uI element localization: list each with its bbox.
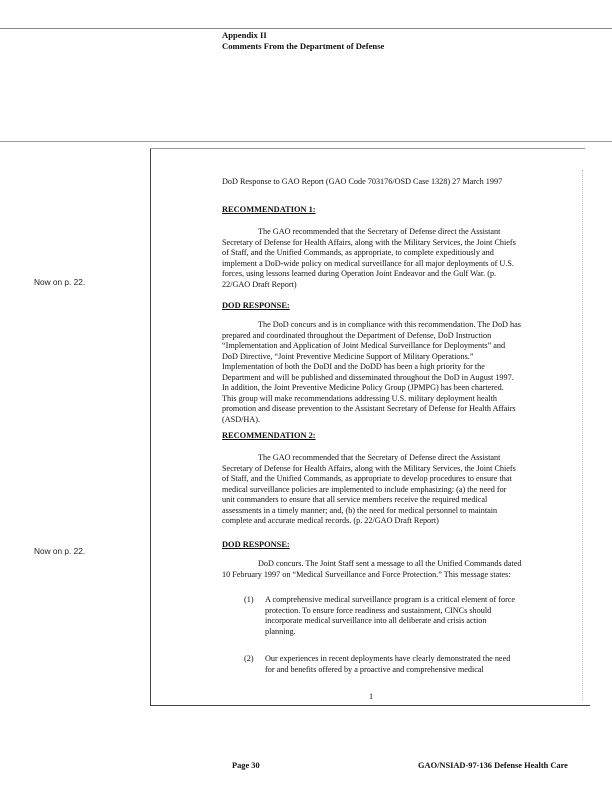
letter-top-border: [150, 148, 585, 149]
text-line: promotion and disease prevention to the Assistant Secretary of Defense for Health Affairs: [222, 404, 516, 413]
text-line: “Implementation and Application of Joint Medical Surveillance for Deployments” and: [222, 341, 506, 350]
text-line: for and benefits offered by a proactive and comprehensive medical: [265, 664, 484, 674]
letter-page-number: 1: [369, 692, 374, 701]
text-line: of Staff, and the Unified Commands, as appropriate to develop procedures to ensure that: [222, 474, 512, 483]
letter-left-border: [150, 148, 151, 706]
margin-note: Now on p. 22.: [34, 546, 86, 556]
text-line: protection. To ensure force readiness and sustainment, CINCs should: [265, 605, 492, 615]
text-line: The GAO recommended that the Secretary of Defense direct the Assistant: [258, 227, 501, 236]
text-line: A comprehensive medical surveillance program is a critical element of force: [265, 595, 516, 604]
text-line: In addition, the Joint Preventive Medicine Policy Group (JPMPG) has been chartered.: [222, 383, 504, 392]
text-line: Our experiences in recent deployments have clearly demonstrated the need: [265, 654, 511, 663]
resp2-heading: DOD RESPONSE:: [222, 540, 290, 549]
item-number: (2): [244, 654, 254, 663]
item-text: [265, 654, 510, 675]
text-line: DoD concurs. The Joint Staff sent a message to all the Unified Commands dated: [258, 559, 522, 568]
text-line: 22/GAO Draft Report): [222, 279, 297, 289]
text-line: unit commanders to ensure that all service members receive the required medical: [222, 495, 488, 504]
footer-page: Page 30: [232, 761, 260, 770]
letter-right-edge: [582, 170, 584, 700]
letter-bottom-border: [150, 705, 590, 706]
text-line: Secretary of Defense for Health Affairs, along with the Military Services, the Joint Chiefs: [222, 237, 516, 247]
text-line: complete and accurate medical records. (p. 22/GAO Draft Report): [222, 516, 439, 525]
text-line: Secretary of Defense for Health Affairs, along with the Military Services, the Joint Chiefs: [222, 463, 516, 473]
rec2-heading: RECOMMENDATION 2:: [222, 431, 316, 440]
margin-note: Now on p. 22.: [34, 277, 86, 287]
text-line: DoD Directive, “Joint Preventive Medicine Support of Military Operations.”: [222, 351, 474, 361]
letter-subject: DoD Response to GAO Report (GAO Code 703176/OSD Case 1328) 27 March 1997: [222, 177, 503, 186]
appendix-title: Comments From the Department of Defense: [222, 41, 385, 51]
text-line: This group will make recommendations addressing U.S. military deployment health: [222, 393, 497, 403]
text-line: implement a DoD-wide policy on medical surveillance for all major deployments of U.S.: [222, 258, 514, 268]
text-line: of Staff, and the Unified Commands, as appropriate, to complete expeditiously and: [222, 248, 494, 257]
resp1-paragraph: [222, 320, 521, 425]
text-line: assessments in a timely manner; and, (b) the need for medical personnel to maintain: [222, 505, 498, 515]
text-line: planning.: [265, 626, 296, 636]
appendix-label: Appendix II: [222, 30, 267, 40]
resp2-paragraph: [222, 559, 521, 580]
rec2-paragraph: [222, 453, 516, 527]
item-text: [265, 595, 515, 637]
text-line: The DoD concurs and is in compliance with this recommendation. The DoD has: [258, 320, 521, 329]
top-rule: [0, 28, 612, 29]
text-line: The GAO recommended that the Secretary of Defense direct the Assistant: [258, 453, 501, 462]
text-line: prepared and coordinated throughout the Department of Defense, DoD Instruction: [222, 330, 492, 340]
item-number: (1): [244, 595, 254, 604]
text-line: 10 February 1997 on “Medical Surveillance and Force Protection.” This message states:: [222, 569, 511, 579]
text-line: medical surveillance policies are implemented to include emphasizing: (a) the need for: [222, 484, 507, 494]
text-line: Implementation of both the DoDI and the DoDD has been a high priority for the: [222, 362, 485, 371]
footer-report: GAO/NSIAD-97-136 Defense Health Care: [418, 761, 568, 770]
text-line: Department and will be published and disseminated throughout the DoD in August 1997.: [222, 372, 514, 382]
resp1-heading: DOD RESPONSE:: [222, 301, 290, 310]
section-rule: [0, 141, 612, 142]
rec1-heading: RECOMMENDATION 1:: [222, 205, 316, 214]
rec1-paragraph: [222, 227, 516, 290]
text-line: forces, using lessons learned during Operation Joint Endeavor and the Gulf War. (p.: [222, 269, 497, 278]
text-line: incorporate medical surveillance into all deliberate and crisis action: [265, 616, 487, 625]
text-line: (ASD/HA).: [222, 414, 260, 424]
